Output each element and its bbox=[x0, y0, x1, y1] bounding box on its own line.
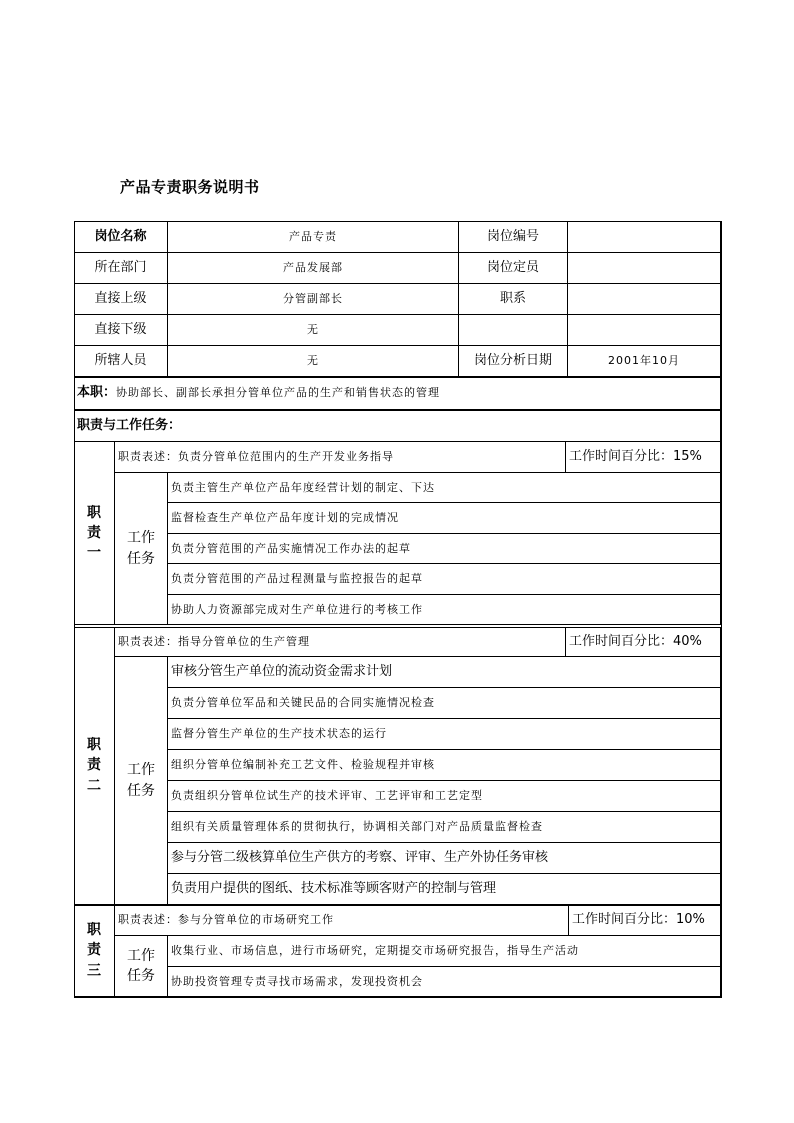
label-cell: 岗位分析日期 bbox=[459, 346, 568, 377]
duty-side-char: 职 bbox=[87, 737, 101, 754]
section-divider bbox=[74, 627, 721, 628]
label-cell: 所辖人员 bbox=[74, 346, 168, 377]
task-item: 审核分管生产单位的流动资金需求计划 bbox=[168, 657, 721, 688]
duty-time-percent bbox=[566, 442, 721, 473]
task-item: 组织有关质量管理体系的贯彻执行，协调相关部门对产品质量监督检查 bbox=[168, 812, 721, 843]
benzhi-row bbox=[74, 377, 721, 410]
value-cell bbox=[568, 222, 721, 253]
duty-side-char: 责 bbox=[87, 942, 101, 959]
value-cell: 无 bbox=[168, 346, 459, 377]
task-item: 收集行业、市场信息，进行市场研究，定期提交市场研究报告，指导生产活动 bbox=[168, 936, 721, 967]
task-label-line: 任务 bbox=[127, 968, 155, 984]
duty-side-label bbox=[74, 627, 115, 905]
duty-side-label bbox=[74, 442, 115, 625]
label-cell: 岗位定员 bbox=[459, 253, 568, 284]
value-cell bbox=[568, 315, 721, 346]
duties-header: 职责与工作任务： bbox=[74, 410, 721, 442]
value-cell bbox=[568, 253, 721, 284]
task-item: 负责主管生产单位产品年度经营计划的制定、下达 bbox=[168, 473, 721, 503]
label-cell: 岗位编号 bbox=[459, 222, 568, 253]
value-cell: 产品专责 bbox=[168, 222, 459, 253]
duty-side-char: 职 bbox=[87, 504, 101, 521]
value-cell bbox=[568, 284, 721, 315]
duty-side-char: 三 bbox=[87, 962, 101, 979]
task-item: 监督检查生产单位产品年度计划的完成情况 bbox=[168, 503, 721, 533]
benzhi-label: 本职： bbox=[77, 385, 117, 401]
duty-side-char: 二 bbox=[87, 777, 101, 794]
duty-time-text: 工作时间百分比：10% bbox=[572, 912, 705, 928]
task-item: 参与分管二级核算单位生产供方的考察、评审、生产外协任务审核 bbox=[168, 843, 721, 874]
label-cell: 所在部门 bbox=[74, 253, 168, 284]
duty-time-percent bbox=[566, 627, 721, 657]
duty-description: 职责表述：参与分管单位的市场研究工作 bbox=[115, 905, 569, 936]
duty-side-label bbox=[74, 905, 115, 997]
value-cell: 无 bbox=[168, 315, 459, 346]
task-item: 协助人力资源部完成对生产单位进行的考核工作 bbox=[168, 595, 721, 625]
label-cell bbox=[459, 315, 568, 346]
label-cell: 岗位名称 bbox=[74, 222, 168, 253]
task-item: 负责用户提供的图纸、技术标准等顾客财产的控制与管理 bbox=[168, 874, 721, 905]
duty-side-char: 职 bbox=[87, 922, 101, 939]
section-divider bbox=[74, 905, 721, 906]
section-divider bbox=[74, 410, 721, 411]
task-label bbox=[115, 657, 168, 905]
task-item: 监督分管生产单位的生产技术状态的运行 bbox=[168, 719, 721, 750]
duty-side-char: 责 bbox=[87, 757, 101, 774]
label-cell: 职系 bbox=[459, 284, 568, 315]
task-item: 负责组织分管单位试生产的技术评审、工艺评审和工艺定型 bbox=[168, 781, 721, 812]
task-label-line: 工作 bbox=[127, 947, 155, 964]
value-cell: 分管副部长 bbox=[168, 284, 459, 315]
task-item: 负责分管范围的产品过程测量与监控报告的起草 bbox=[168, 564, 721, 594]
duty-time-percent bbox=[569, 905, 721, 936]
duty-description: 职责表述：负责分管单位范围内的生产开发业务指导 bbox=[115, 442, 566, 473]
task-label-line: 任务 bbox=[127, 550, 155, 567]
duty-description: 职责表述：指导分管单位的生产管理 bbox=[115, 627, 566, 657]
task-label-line: 工作 bbox=[127, 530, 155, 547]
task-label-line: 任务 bbox=[127, 782, 155, 799]
section-divider bbox=[74, 377, 721, 378]
task-item: 负责分管范围的产品实施情况工作办法的起草 bbox=[168, 534, 721, 564]
benzhi-text: 协助部长、副部长承担分管单位产品的生产和销售状态的管理 bbox=[116, 386, 441, 400]
label-cell: 直接上级 bbox=[74, 284, 168, 315]
value-cell: 产品发展部 bbox=[168, 253, 459, 284]
duty-side-char: 责 bbox=[87, 524, 101, 541]
label-cell: 直接下级 bbox=[74, 315, 168, 346]
duty-time-text: 工作时间百分比：40% bbox=[569, 633, 702, 649]
duty-time-text: 工作时间百分比：15% bbox=[569, 449, 702, 465]
task-item: 负责分管单位军品和关键民品的合同实施情况检查 bbox=[168, 688, 721, 719]
document-title: 产品专责职务说明书 bbox=[120, 178, 260, 196]
value-cell: 2001年10月 bbox=[568, 346, 721, 377]
task-item: 协助投资管理专责寻找市场需求，发现投资机会 bbox=[168, 967, 721, 998]
task-item: 组织分管单位编制补充工艺文件、检验规程并审核 bbox=[168, 750, 721, 781]
duty-side-char: 一 bbox=[87, 545, 101, 562]
task-label-line: 工作 bbox=[127, 762, 155, 779]
task-label bbox=[115, 936, 168, 997]
task-label bbox=[115, 473, 168, 625]
